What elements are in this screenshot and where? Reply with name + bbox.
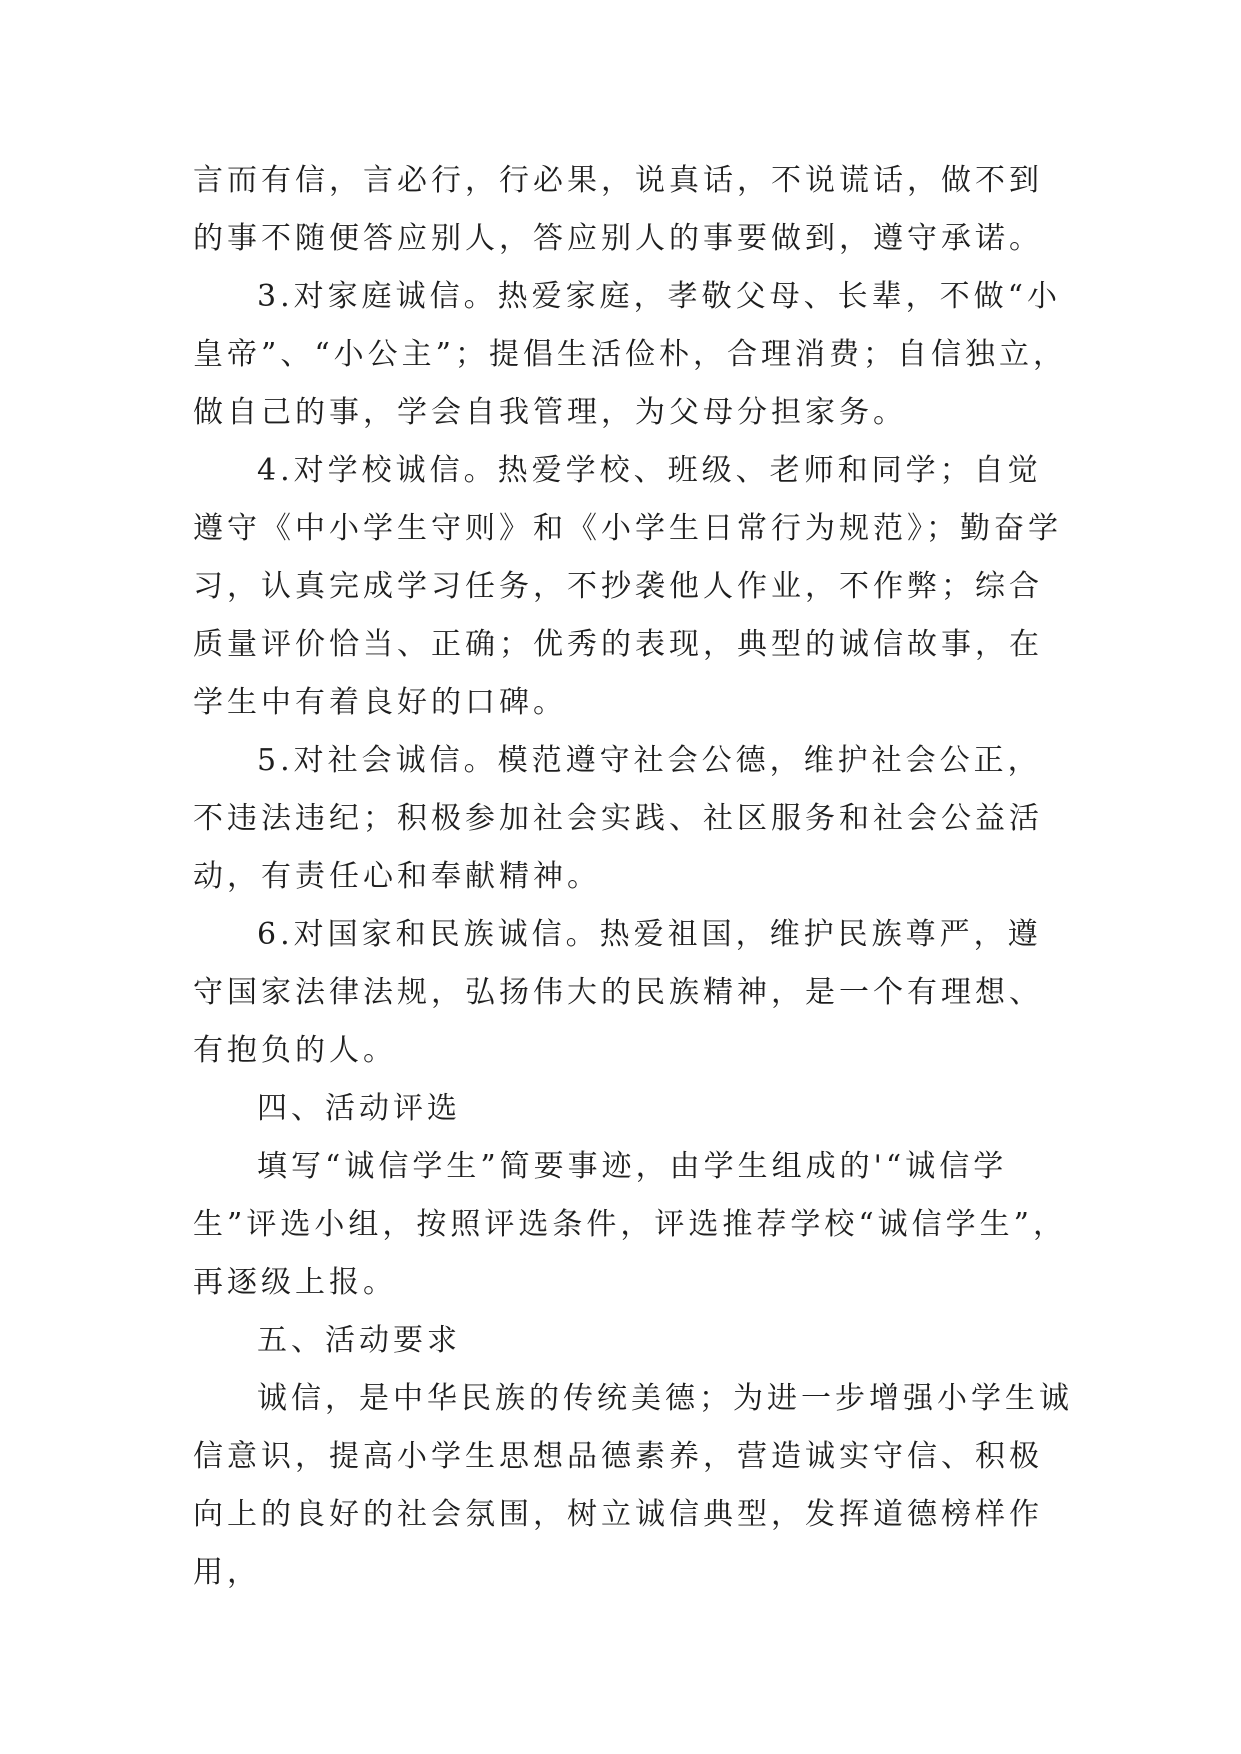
paragraph-selection-process: 填写“诚信学生”简要事迹，由学生组成的'“诚信学生”评选小组，按照评选条件，评选推荐学校“诚信学生”，再逐级上报。	[193, 1149, 1068, 1300]
paragraph-nation-honesty: 6.对国家和民族诚信。热爱祖国，维护民族尊严，遵守国家法律法规，弘扬伟大的民族精神，是一个有理想、有抱负的人。	[193, 917, 1043, 1068]
paragraph-family-honesty: 3.对家庭诚信。热爱家庭，孝敬父母、长辈，不做“小皇帝”、“小公主”；提倡生活俭朴，合理消费；自信独立，做自己的事，学会自我管理，为父母分担家务。	[193, 279, 1068, 430]
section-heading-activity-requirements: 五、活动要求	[257, 1323, 461, 1358]
paragraph-requirements: 诚信，是中华民族的传统美德；为进一步增强小学生诚信意识，提高小学生思想品德素养，营造诚实守信、积极向上的良好的社会氛围，树立诚信典型，发挥道德榜样作用，	[193, 1381, 1073, 1590]
paragraph-society-honesty: 5.对社会诚信。模范遵守社会公德，维护社会公正，不违法违纪；积极参加社会实践、社区服务和社会公益活动，有责任心和奉献精神。	[193, 743, 1043, 894]
paragraph-continuation: 言而有信，言必行，行必果，说真话，不说谎话，做不到的事不随便答应别人，答应别人的事要做到，遵守承诺。	[193, 163, 1043, 256]
paragraph-school-honesty: 4.对学校诚信。热爱学校、班级、老师和同学；自觉遵守《中小学生守则》和《小学生日常行为规范》；勤奋学习，认真完成学习任务，不抄袭他人作业，不作弊；综合质量评价恰当、正确；优秀的表现，典型的诚信故事，在学生中有着良好的口碑。	[193, 453, 1062, 720]
section-heading-activity-selection: 四、活动评选	[257, 1091, 461, 1126]
document-page	[193, 152, 1073, 1602]
